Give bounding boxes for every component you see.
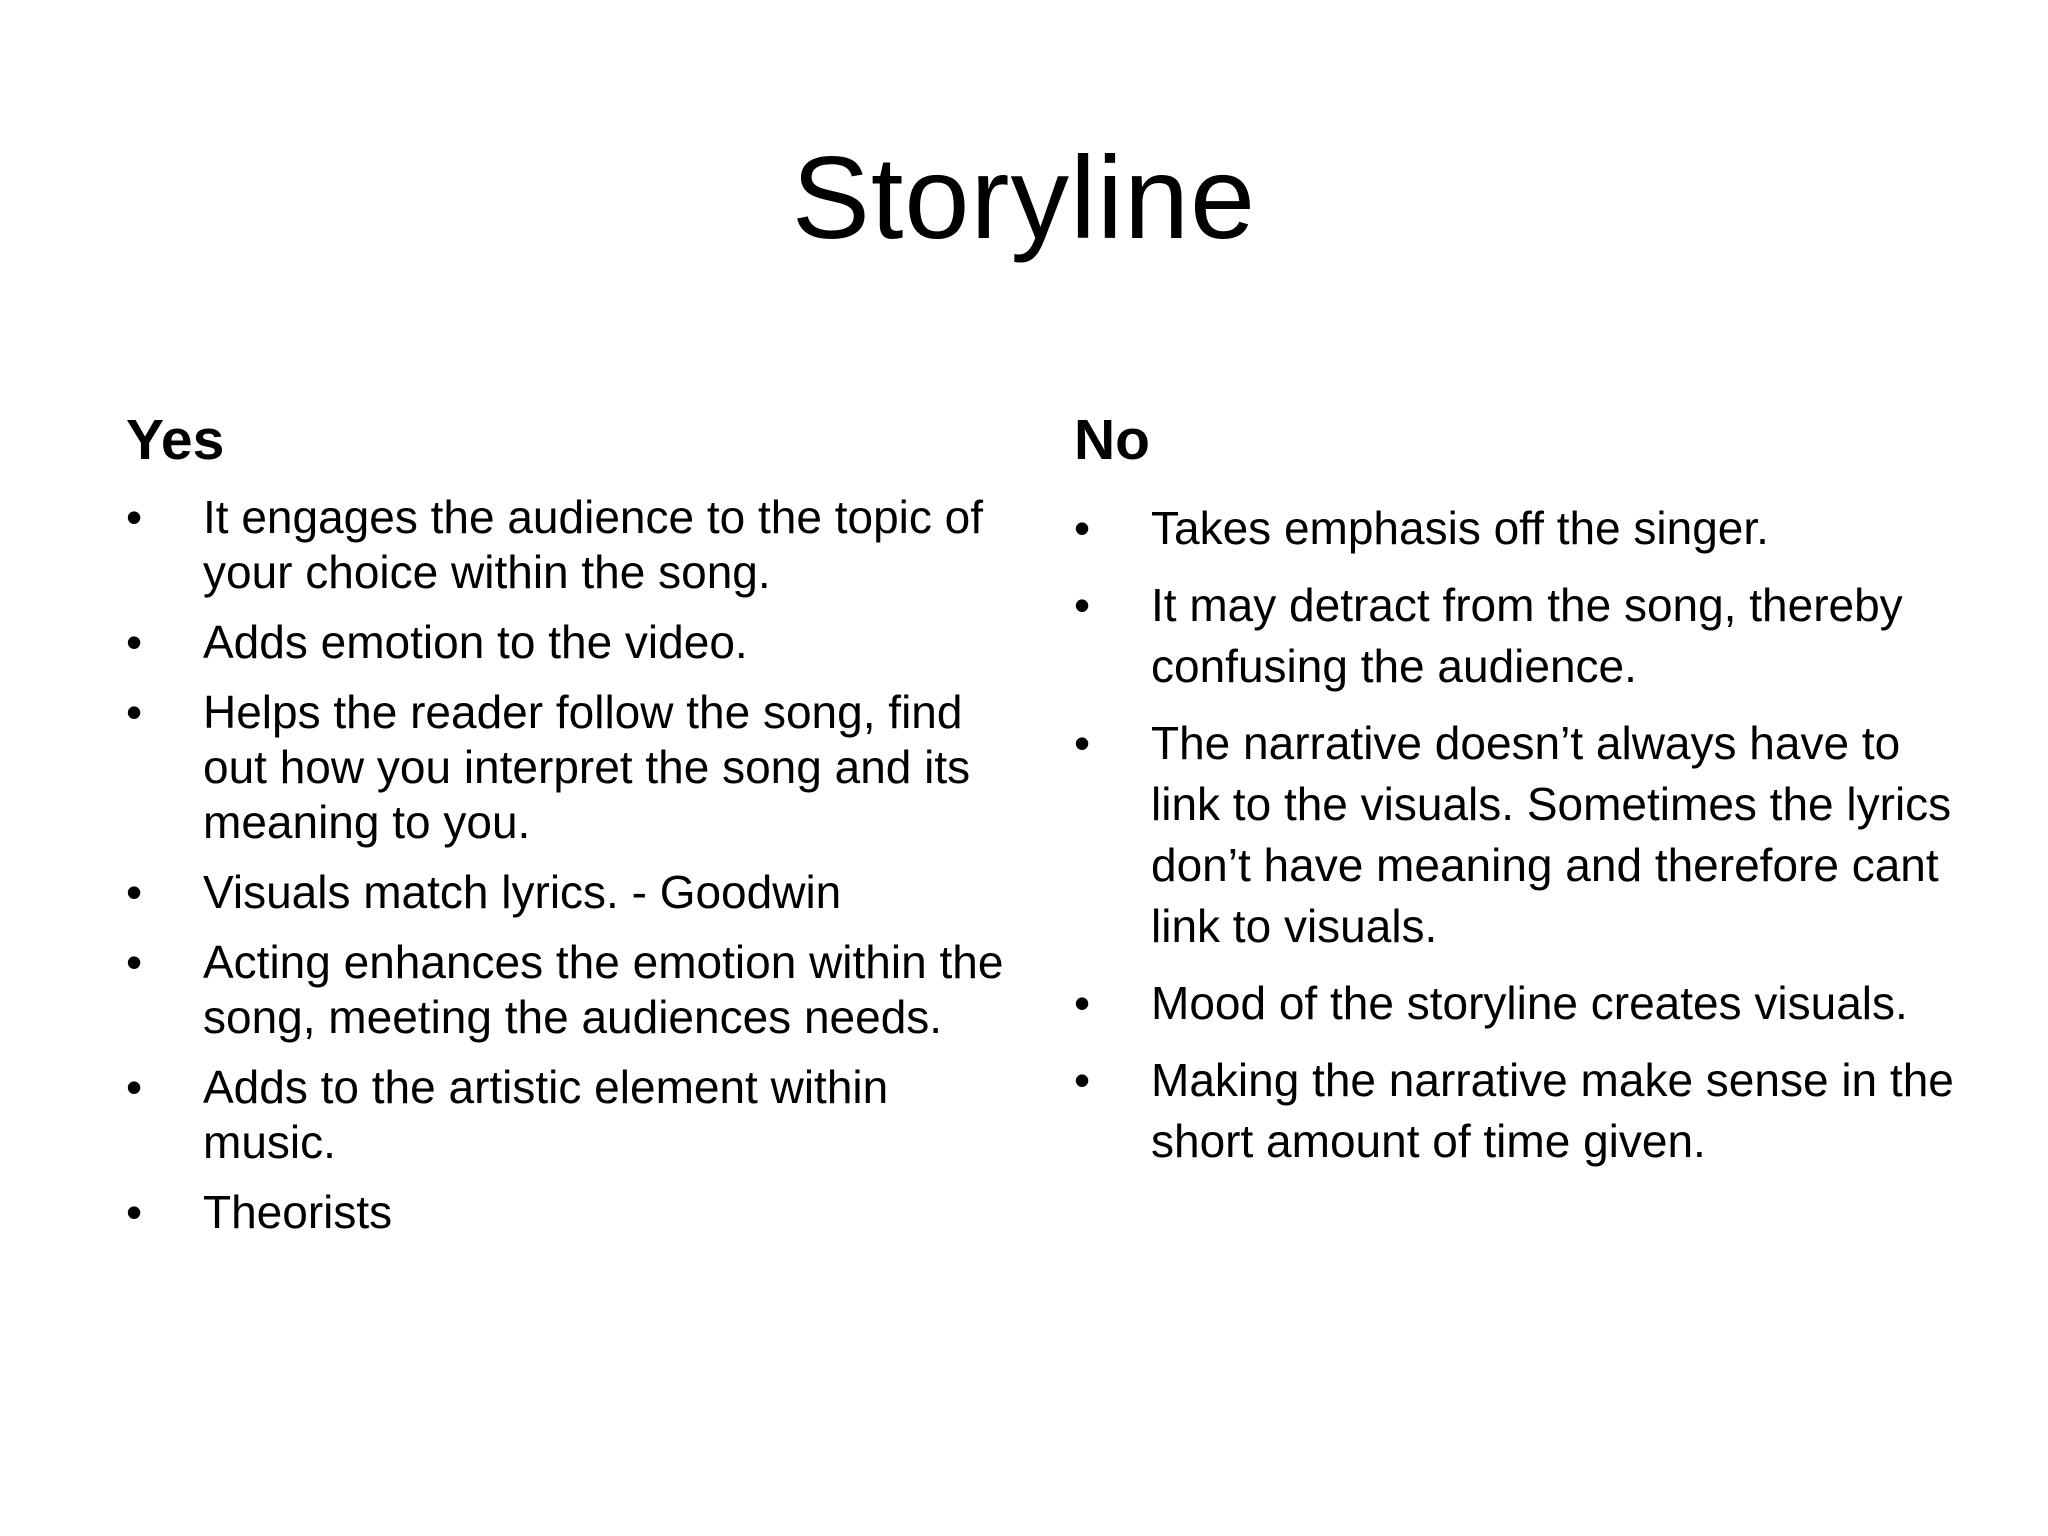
list-item bbox=[126, 1060, 1006, 1170]
bullet-icon: • bbox=[126, 1061, 143, 1113]
list-item bbox=[126, 865, 1006, 920]
list-item bbox=[126, 935, 1006, 1045]
list-item-text: Theorists bbox=[203, 1186, 393, 1238]
list-item bbox=[126, 615, 1006, 670]
list-item-text: It may detract from the song, thereby confusing the audience. bbox=[1151, 579, 1903, 692]
list-item bbox=[1074, 498, 1974, 559]
list-item-text: Helps the reader follow the song, find out how you interpret the song and its meaning to you. bbox=[203, 686, 971, 848]
bullet-icon: • bbox=[126, 491, 143, 543]
bullet-icon: • bbox=[1074, 502, 1091, 554]
list-item bbox=[1074, 713, 1974, 957]
yes-list bbox=[126, 490, 1006, 1240]
list-item bbox=[1074, 1050, 1974, 1172]
list-item-text: Visuals match lyrics. - Goodwin bbox=[203, 866, 842, 918]
list-item bbox=[126, 1185, 1006, 1240]
no-heading: No bbox=[1074, 408, 1150, 472]
list-item-text: Acting enhances the emotion within the song, meeting the audiences needs. bbox=[203, 936, 1004, 1043]
bullet-icon: • bbox=[126, 686, 143, 738]
bullet-icon: • bbox=[1074, 1054, 1091, 1106]
bullet-icon: • bbox=[126, 866, 143, 918]
list-item-text: Mood of the storyline creates visuals. bbox=[1151, 977, 1908, 1029]
list-item bbox=[1074, 973, 1974, 1034]
list-item-text: It engages the audience to the topic of your choice within the song. bbox=[203, 491, 984, 598]
bullet-icon: • bbox=[126, 616, 143, 668]
bullet-icon: • bbox=[1074, 717, 1091, 769]
list-item bbox=[126, 685, 1006, 850]
list-item bbox=[126, 490, 1006, 600]
list-item-text: The narrative doesn’t always have to link to the visuals. Sometimes the lyrics don’t have meaning and therefore cant link to visuals. bbox=[1151, 717, 1952, 952]
list-item-text: Making the narrative make sense in the short amount of time given. bbox=[1151, 1054, 1954, 1167]
yes-heading: Yes bbox=[126, 408, 225, 472]
no-list bbox=[1074, 498, 1974, 1172]
list-item-text: Adds to the artistic element within music. bbox=[203, 1061, 889, 1168]
bullet-icon: • bbox=[1074, 579, 1091, 631]
slide-title: Storyline bbox=[791, 132, 1257, 263]
list-item-text: Takes emphasis off the singer. bbox=[1151, 502, 1769, 554]
list-item-text: Adds emotion to the video. bbox=[203, 616, 748, 668]
list-item bbox=[1074, 575, 1974, 697]
no-column bbox=[1074, 404, 1974, 1188]
bullet-icon: • bbox=[126, 1186, 143, 1238]
bullet-icon: • bbox=[126, 936, 143, 988]
bullet-icon: • bbox=[1074, 977, 1091, 1029]
yes-column bbox=[126, 404, 1006, 1255]
